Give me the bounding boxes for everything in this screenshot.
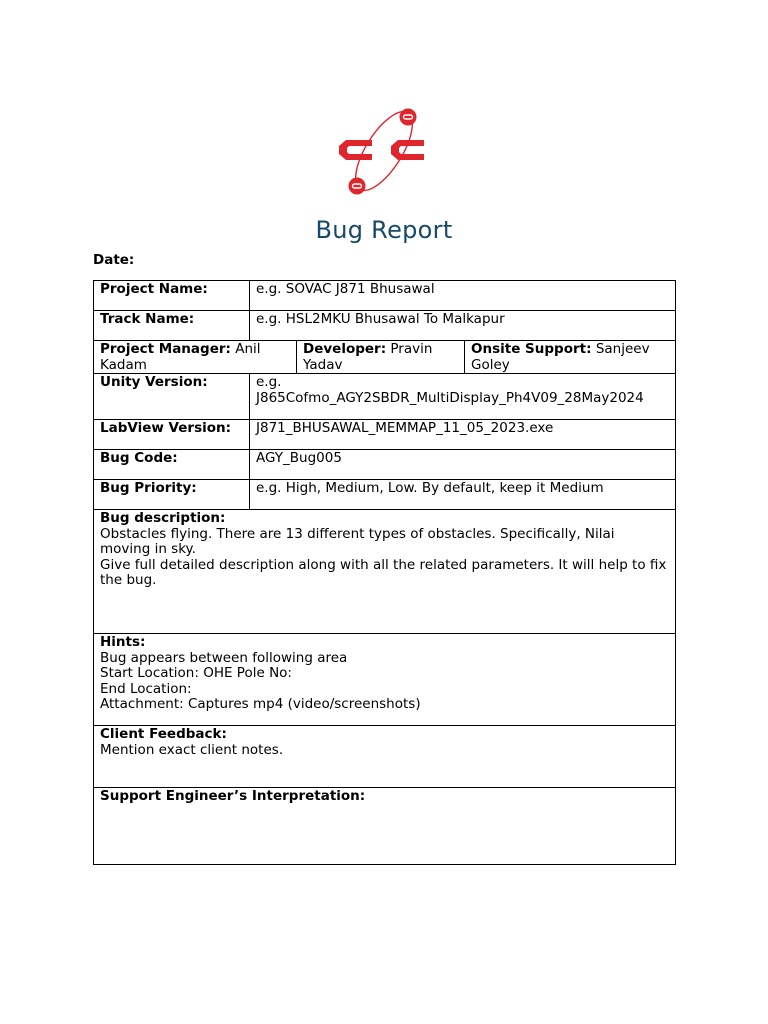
project-manager-cell[interactable] (94, 341, 297, 374)
page-title: Bug Report (315, 216, 453, 244)
row-support-interpretation (94, 788, 676, 865)
hints-line: Start Location: OHE Pole No: (100, 665, 292, 681)
track-name-value[interactable]: e.g. HSL2MKU Bhusawal To Malkapur (250, 311, 676, 341)
bug-description-label: Bug description: (100, 510, 226, 526)
hints-line: Attachment: Captures mp4 (video/screenshots) (100, 696, 421, 712)
support-interpretation-label: Support Engineer’s Interpretation: (100, 788, 366, 804)
row-team (94, 341, 676, 374)
project-manager-label: Project Manager: (100, 341, 231, 357)
bug-description-guidance: Give full detailed description along with all the related parameters. It will help to fix the bug. (100, 556, 667, 588)
row-hints (94, 634, 676, 726)
bug-description-text: Obstacles flying. There are 13 different types of obstacles. Specifically, Nilai moving in sky. (100, 525, 615, 557)
unity-version-prefix: e.g. (256, 374, 282, 390)
row-bug-description (94, 510, 676, 634)
onsite-support-label: Onsite Support: (471, 341, 592, 357)
onsite-support-cell[interactable] (465, 341, 676, 374)
bug-code-value[interactable]: AGY_Bug005 (250, 450, 676, 480)
onsite-support-value: Sanjeev Goley (471, 341, 650, 373)
unity-version-value[interactable] (250, 374, 676, 420)
row-labview-version (94, 420, 676, 450)
hints-cell[interactable] (94, 634, 676, 726)
project-name-value[interactable]: e.g. SOVAC J871 Bhusawal (250, 281, 676, 311)
bug-priority-label: Bug Priority: (94, 480, 250, 510)
developer-label: Developer: (303, 341, 387, 357)
row-bug-code (94, 450, 676, 480)
track-name-label: Track Name: (94, 311, 250, 341)
unity-version-label: Unity Version: (94, 374, 250, 420)
bug-code-label: Bug Code: (94, 450, 250, 480)
project-manager-value: Anil Kadam (100, 341, 261, 373)
bug-description-cell[interactable] (94, 510, 676, 634)
labview-version-label: LabView Version: (94, 420, 250, 450)
developer-value: Pravin Yadav (303, 341, 433, 373)
support-interpretation-cell[interactable] (94, 788, 676, 865)
date-label: Date: (93, 252, 135, 268)
hints-label: Hints: (100, 634, 146, 650)
client-feedback-label: Client Feedback: (100, 726, 227, 742)
project-name-label: Project Name: (94, 281, 250, 311)
hints-line: Bug appears between following area (100, 649, 348, 666)
labview-version-value[interactable]: J871_BHUSAWAL_MEMMAP_11_05_2023.exe (250, 420, 676, 450)
client-feedback-text: Mention exact client notes. (100, 741, 284, 758)
bug-priority-value[interactable]: e.g. High, Medium, Low. By default, keep it Medium (250, 480, 676, 510)
row-bug-priority (94, 480, 676, 510)
unity-version-build: J865Cofmo_AGY2SBDR_MultiDisplay_Ph4V09_28May2024 (256, 389, 644, 406)
row-unity-version (94, 374, 676, 420)
row-project-name (94, 281, 676, 311)
row-track-name (94, 311, 676, 341)
developer-cell[interactable] (297, 341, 465, 374)
client-feedback-cell[interactable] (94, 726, 676, 788)
hints-line: End Location: (100, 680, 192, 697)
company-logo (334, 104, 434, 196)
bug-report-table (93, 280, 676, 865)
row-client-feedback (94, 726, 676, 788)
